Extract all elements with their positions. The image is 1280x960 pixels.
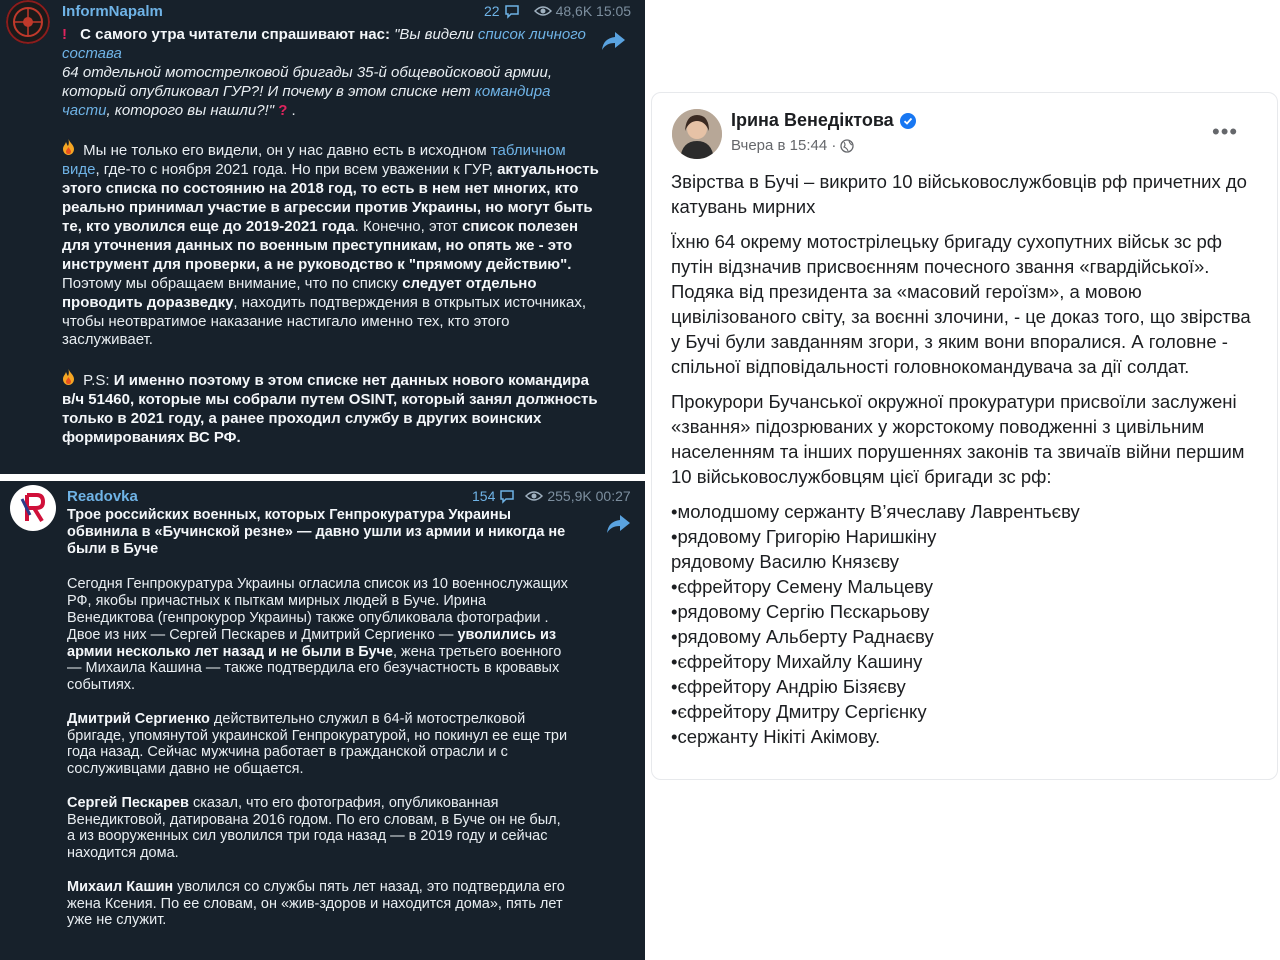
- list-item: •рядовому Сергію Пєскарьову: [671, 601, 930, 622]
- more-icon[interactable]: •••: [1212, 119, 1239, 144]
- list-item: рядовому Василю Князєву: [671, 551, 900, 572]
- p1-text-a: Сегодня Генпрокуратура Украины огласила список из 10 военнослужащих РФ, якобы причастных к пыткам мирных людей в Буче. Ирина Венедиктова (генпрокурор Украины) также опубликовала фотографии . Двое из них — Сергей Пескарев и Дмитрий Сергиенко —: [67, 576, 568, 643]
- facebook-post: [651, 92, 1278, 780]
- p2-text-d: Поэтому мы обращаем внимание, что по списку: [62, 274, 403, 292]
- ps-prefix: P.S:: [79, 372, 114, 390]
- question-body: 64 отдельной мотострелковой бригады 35-й общевойсковой армии, который опубликовал ГУР?! И почему в этом списке нет: [62, 63, 553, 100]
- share-icon[interactable]: [601, 30, 627, 52]
- list-item: •єфрейтору Дмитру Сергієнку: [671, 701, 927, 722]
- exclamation-icon: !: [62, 26, 67, 43]
- separator: [0, 474, 645, 481]
- list-item: •молодшому сержанту В’ячеславу Лаврентьєву: [671, 501, 1080, 522]
- question-open: "Вы видели: [389, 26, 478, 43]
- channel-avatar-readovka[interactable]: [10, 485, 56, 531]
- eye-icon: [534, 4, 552, 18]
- author-name-text[interactable]: Ірина Венедіктова: [731, 110, 894, 130]
- p2-text-e: , находить подтверждения в открытых источниках, чтобы неотвратимое наказание настигало именно тех, кто этого заслуживает.: [62, 293, 587, 349]
- verified-icon: [900, 113, 916, 129]
- telegram-post-readovka: [0, 481, 645, 960]
- post-title: Трое российских военных, которых Генпрокуратура Украины обвинила в «Бучинской резне» — давно ушли из армии и никогда не были в Буче: [67, 507, 566, 557]
- question-end: .: [287, 101, 296, 119]
- post-meta: [472, 488, 631, 504]
- link-personnel-list[interactable]: список личного состава: [62, 26, 586, 62]
- question-prefix: С самого утра читатели спрашивают нас:: [80, 26, 390, 43]
- globe-icon: [840, 139, 854, 153]
- views-time: 255,9K 00:27: [547, 488, 631, 504]
- share-icon[interactable]: [606, 513, 632, 535]
- author-avatar[interactable]: [672, 109, 722, 159]
- p4-text: уволился со службы пять лет назад, это подтвердила его жена Ксения. По ее словам, он «жив-здоров и находится дома», пять лет уже не служит.: [67, 878, 565, 929]
- p2-bold-2: список полезен для уточнения данных по военным преступникам, но опять же - это инструмент для проверки, а не руководство к "прямому действию".: [62, 218, 579, 273]
- views-time: 48,6K 15:05: [555, 3, 632, 19]
- telegram-post-informnapalm: [0, 0, 645, 474]
- post-time-text[interactable]: Вчера в 15:44 ·: [731, 137, 837, 154]
- list-item: •єфрейтору Михайлу Кашину: [671, 651, 923, 672]
- fire-icon: [62, 369, 79, 391]
- comment-icon[interactable]: [499, 488, 515, 504]
- channel-avatar[interactable]: [6, 0, 50, 44]
- p4-name: Михаил Кашин: [67, 878, 174, 895]
- post-time[interactable]: [731, 137, 854, 154]
- p2-name: Дмитрий Сергиенко: [67, 710, 210, 727]
- ps-bold: И именно поэтому в этом списке нет данных нового командира в/ч 51460, которые мы собрали путем OSINT, который занял должность только в 2021 году, а ранее проходил службу в других воинских формированиях ВС РФ.: [62, 372, 598, 446]
- p2-text-a: Мы не только его видели, он у нас давно есть в исходном: [79, 142, 491, 160]
- comment-icon[interactable]: [504, 3, 520, 19]
- p3-name: Сергей Пескарев: [67, 794, 189, 811]
- list-item: •сержанту Нікіті Акімову.: [671, 726, 881, 747]
- list-item: •єфрейтору Андрію Бізяєву: [671, 676, 906, 697]
- post-paragraph-3: Прокурори Бучанської окружної прокуратури присвоїли заслужені «звання» підозрюваних у жорстокому поводженні з цивільним населенням та інших порушеннях законів та звичаїв війни першим 10 військовослужбовцям цієї бригади зс рф:: [671, 391, 1245, 487]
- channel-name[interactable]: Readovka: [67, 488, 138, 505]
- p1-bold: уволились из армии несколько лет назад и не были в Буче: [67, 626, 557, 660]
- p2-text-b: , где-то с ноября 2021 года. Но при всем уважении к ГУР,: [95, 161, 498, 179]
- link-unit-commander[interactable]: командира части: [62, 82, 551, 119]
- p2-bold-1: актуальность этого списка по состоянию на 2018 год, то есть в нем нет многих, кто реально принимал участие в агрессии против Украины, но могут быть те, кто уволился еще до 2019-2021 года: [62, 161, 599, 236]
- p3-text: сказал, что его фотография, опубликованная Венедиктовой, датирована 2016 годом. По его словам, в Буче он не был, а из вооруженных сил уволился три года назад — в 2019 году и сейчас находится дома.: [67, 794, 561, 862]
- post-paragraph-1: Звірства в Бучі – викрито 10 військовослужбовців рф причетних до катувань мирних: [671, 171, 1247, 217]
- fire-icon: [62, 139, 79, 161]
- list-item: •рядовому Григорію Наришкіну: [671, 526, 937, 547]
- message-body: [67, 507, 572, 946]
- question-close: , которого вы нашли?!": [106, 101, 275, 119]
- p2-bold-3: следует отдельно проводить доразведку: [62, 274, 537, 311]
- list-item: •єфрейтору Семену Мальцеву: [671, 576, 934, 597]
- p2-text: действительно служил в 64-й мотострелковой бригаде, упомянутой украинской Генпрокуратурой, но покинул ее еще три года назад. Сейчас мужчина работает в гражданской отрасли и с сослуживцами давно не общается.: [67, 710, 568, 778]
- message-body: [62, 26, 602, 467]
- post-meta: [484, 3, 631, 19]
- comment-count[interactable]: 22: [484, 3, 500, 19]
- post-paragraph-2: Їхню 64 окрему мотострілецьку бригаду сухопутних військ зс рф путін відзначив присвоєнням почесного звання «гвардійської». Подяка від президента за «масовий героїзм», а мовою цивілізованого світу, за воєнні злочини, - це доказ того, що звірства у Бучі були завданням згори, з яким вони впоралися. А головне - спільної відповідальності головнокомандувача за дії солдат.: [671, 231, 1251, 377]
- suspect-list: [671, 499, 1261, 749]
- channel-name[interactable]: InformNapalm: [62, 3, 163, 20]
- list-item: •рядовому Альберту Раднаєву: [671, 626, 934, 647]
- comment-count[interactable]: 154: [472, 488, 496, 504]
- p1-text-b: , жена третьего военного — Михаила Кашина — также подтвердила его безучастность в кровавых событиях.: [67, 643, 562, 694]
- question-icon: ?: [278, 101, 288, 119]
- link-table-view[interactable]: табличном виде: [62, 142, 566, 179]
- author-name[interactable]: [731, 110, 916, 131]
- eye-icon: [525, 489, 543, 503]
- post-text: [671, 169, 1261, 749]
- p2-text-c: . Конечно, этот: [354, 218, 463, 236]
